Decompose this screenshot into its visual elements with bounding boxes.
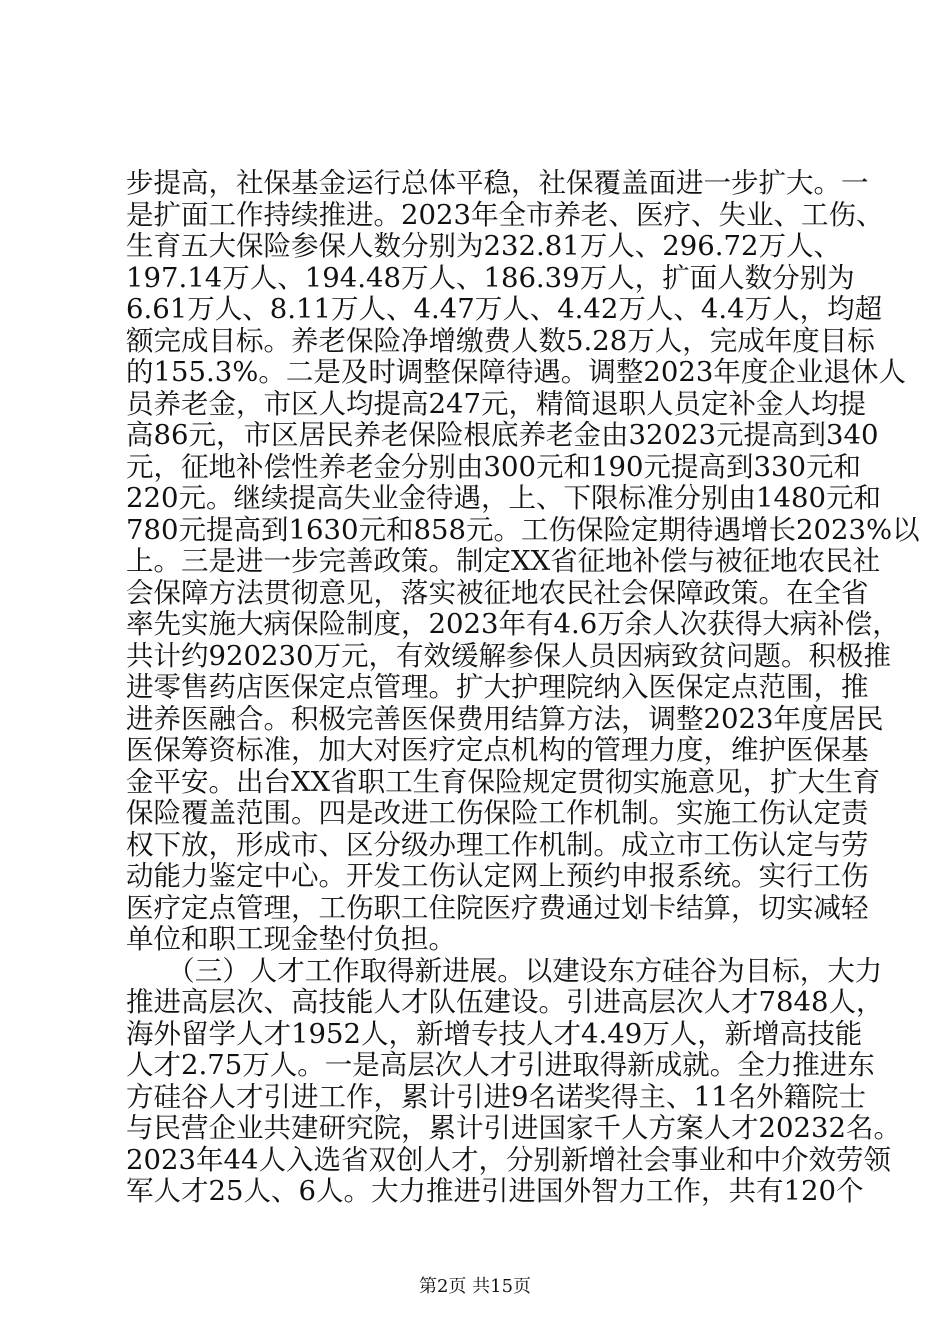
page-number-footer: 第2页 共15页 <box>418 1276 532 1297</box>
text-line: 生育五大保险参保人数分别为232.81万人、296.72万人、 <box>126 230 841 262</box>
text-line: 会保障方法贯彻意见，落实被征地农民社会保障政策。在全省 <box>126 576 869 609</box>
text-line: 元，征地补偿性养老金分别由300元和190元提高到330元和 <box>126 450 861 483</box>
text-line: 方硅谷人才引进工作，累计引进9名诺奖得主、11名外籍院士 <box>126 1080 866 1113</box>
text-line: 780元提高到1630元和858元。工伤保险定期待遇增长2023%以 <box>126 513 920 546</box>
text-line: 上。三是进一步完善政策。制定XX省征地补偿与被征地农民社 <box>126 545 881 577</box>
text-line: 率先实施大病保险制度，2023年有4.6万余人次获得大病补偿， <box>126 608 900 640</box>
text-line: 保险覆盖范围。四是改进工伤保险工作机制。实施工伤认定责 <box>126 797 869 829</box>
text-line: 的155.3%。二是及时调整保障待遇。调整2023年度企业退休人 <box>126 356 906 388</box>
text-line: 权下放，形成市、区分级办理工作机制。成立市工伤认定与劳 <box>126 828 869 861</box>
text-line: 高86元，市区居民养老保险根底养老金由32023元提高到340 <box>126 419 879 451</box>
text-line: 推进高层次、高技能人才队伍建设。引进高层次人才7848人， <box>126 986 884 1018</box>
text-line: 额完成目标。养老保险净增缴费人数5.28万人，完成年度目标 <box>126 324 875 357</box>
text-line: 员养老金，市区人均提高247元，精简退职人员定补金人均提 <box>126 387 866 420</box>
text-line: 220元。继续提高失业金待遇，上、下限标准分别由1480元和 <box>126 482 881 514</box>
body-text <box>126 167 920 1208</box>
text-line: 进零售药店医保定点管理。扩大护理院纳入医保定点范围，推 <box>126 671 869 703</box>
text-line: 军人才25人、6人。大力推进引进国外智力工作，共有120个 <box>126 1175 864 1207</box>
text-line: （三）人才工作取得新进展。以建设东方硅谷为目标，大力 <box>126 954 883 987</box>
text-line: 动能力鉴定中心。开发工伤认定网上预约申报系统。实行工伤 <box>126 860 869 892</box>
text-line: 步提高，社保基金运行总体平稳，社保覆盖面进一步扩大。一 <box>126 167 869 199</box>
text-line: 医保筹资标准，加大对医疗定点机构的管理力度，维护医保基 <box>126 734 869 766</box>
text-line: 海外留学人才1952人，新增专技人才4.49万人，新增高技能 <box>126 1017 863 1050</box>
text-line: 是扩面工作持续推进。2023年全市养老、医疗、失业、工伤、 <box>126 198 884 231</box>
text-line: 医疗定点管理，工伤职工住院医疗费通过划卡结算，切实减轻 <box>126 891 869 924</box>
text-line: 2023年44人入选省双创人才，分别新增社会事业和中介效劳领 <box>126 1143 891 1176</box>
text-line: 进养医融合。积极完善医保费用结算方法，调整2023年度居民 <box>126 702 884 735</box>
text-line: 6.61万人、8.11万人、4.47万人、4.42万人、4.4万人，均超 <box>126 293 883 325</box>
text-line: 与民营企业共建研究院，累计引进国家千人方案人才20232名。 <box>126 1112 901 1144</box>
text-line: 人才2.75万人。一是高层次人才引进取得新成就。全力推进东 <box>126 1049 875 1081</box>
text-line: 金平安。出台XX省职工生育保险规定贯彻实施意见，扩大生育 <box>126 765 881 798</box>
text-line: 单位和职工现金垫付负担。 <box>126 923 456 955</box>
text-line: 共计约920230万元，有效缓解参保人员因病致贫问题。积极推 <box>126 639 891 672</box>
text-line: 197.14万人、194.48万人、186.39万人，扩面人数分别为 <box>126 261 855 294</box>
